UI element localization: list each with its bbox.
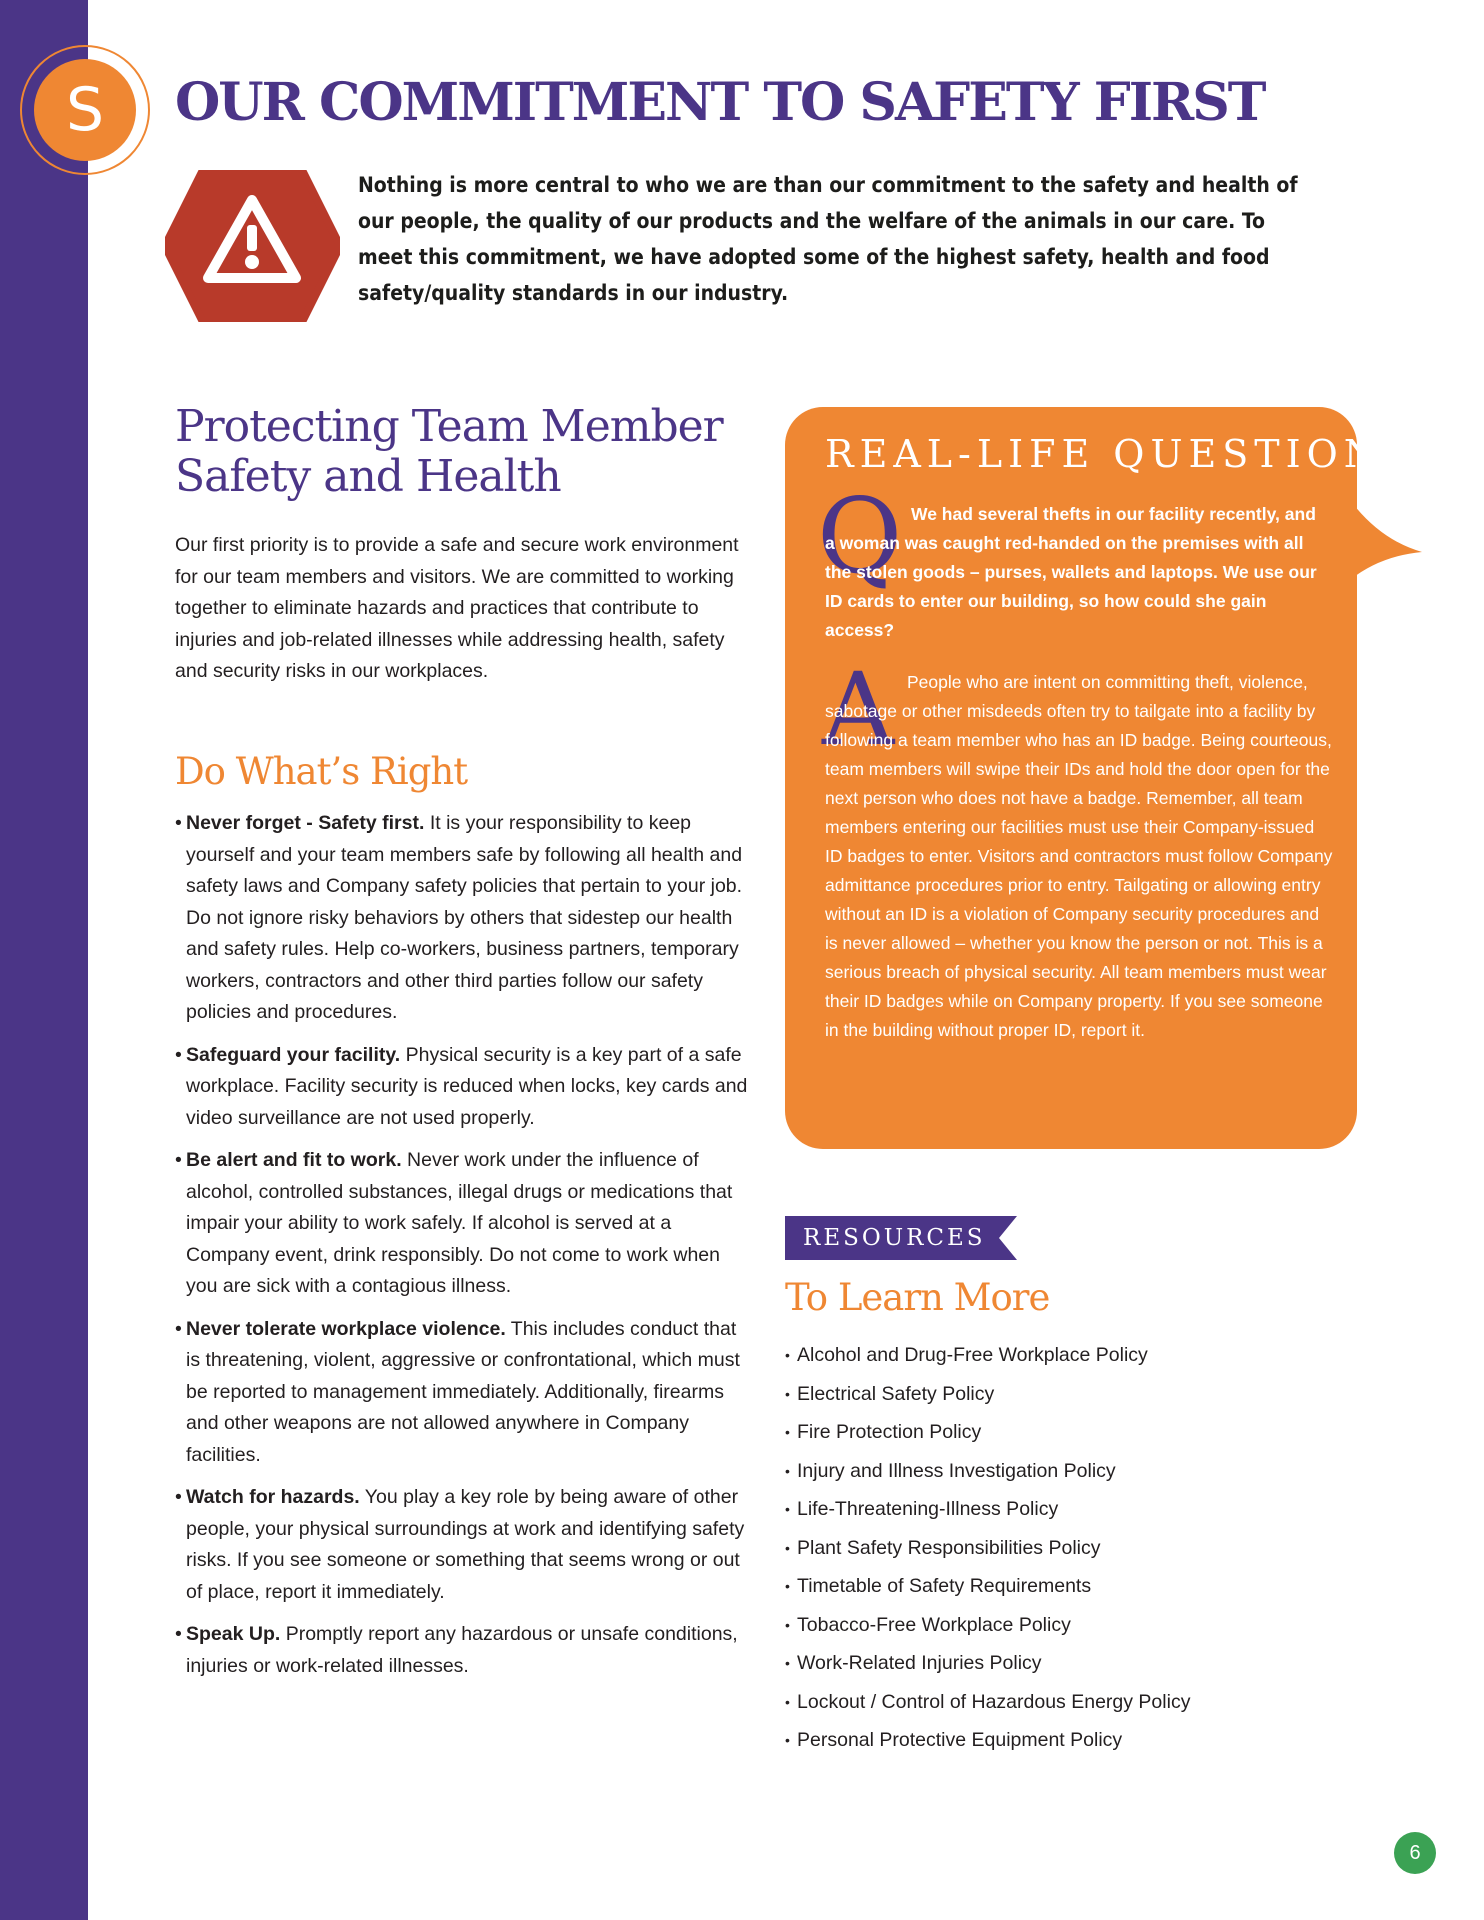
page-title: OUR COMMITMENT TO SAFETY FIRST xyxy=(175,72,1265,133)
list-item: • Tobacco-Free Workplace Policy xyxy=(785,1606,1190,1645)
list-item xyxy=(175,1145,750,1303)
bullet-lead: Watch for hazards. xyxy=(186,1486,360,1508)
bullet-text: Promptly report any hazardous or unsafe conditions, injuries or work-related illnesses. xyxy=(186,1623,738,1677)
resource-policy-list xyxy=(785,1336,1190,1760)
list-item xyxy=(175,1482,750,1608)
question-text: We had several thefts in our facility recently, and a woman was caught red-handed on the premises with all the stolen goods – purses, wallets and laptops. We use our ID cards to enter our building, so how could she gain access? xyxy=(825,504,1317,640)
list-item: • Plant Safety Responsibilities Policy xyxy=(785,1529,1190,1568)
section-intro: Our first priority is to provide a safe and secure work environment for our team members and visitors. We are committed to working together to eliminate hazards and practices that contribute to injuries and job-related illnesses while addressing health, safety and security risks in our workplaces. xyxy=(175,534,739,682)
list-item: • Electrical Safety Policy xyxy=(785,1375,1190,1414)
to-learn-more-heading: To Learn More xyxy=(785,1276,1050,1319)
list-item xyxy=(175,808,750,1029)
intro-statement: Nothing is more central to who we are than our commitment to the safety and health of our people, the quality of our products and the welfare of the animals in our care. To meet this commitment, we have adopted some of the highest safety, health and food safety/quality standards in our industry. xyxy=(358,173,1298,305)
bullet-lead: Never tolerate workplace violence. xyxy=(186,1317,506,1340)
section-badge-letter: S xyxy=(34,59,136,161)
list-item: • Fire Protection Policy xyxy=(785,1413,1190,1452)
list-item: • Lockout / Control of Hazardous Energy Policy xyxy=(785,1683,1190,1722)
bullet-text: You play a key role by being aware of other people, your physical surroundings at work and identifying safety risks. If you see someone or something that seems wrong or out of place, report it immediately. xyxy=(186,1486,745,1603)
page-number: 6 xyxy=(1394,1832,1436,1874)
section-heading-line-1: Protecting Team Member xyxy=(175,401,723,452)
list-item xyxy=(175,1040,750,1135)
list-item: • Life-Threatening-Illness Policy xyxy=(785,1490,1190,1529)
real-life-question-heading: REAL-LIFE QUESTION xyxy=(825,432,1384,476)
bullet-lead: Never forget - Safety first. xyxy=(186,812,425,834)
resources-tag-label: RESOURCES xyxy=(803,1225,986,1251)
list-item: • Personal Protective Equipment Policy xyxy=(785,1721,1190,1760)
list-item: • Work-Related Injuries Policy xyxy=(785,1644,1190,1683)
answer-text: People who are intent on committing theft, violence, sabotage or other misdeeds often try to tailgate into a facility by following a team member who has an ID badge. Being courteous, team members will swipe their IDs and hold the door open for the next person who does not have a badge. Remember, all team members entering our facilities must use their Company-issued ID badges to enter. Visitors and contractors must follow Company admittance procedures prior to entry. Tailgating or allowing entry without an ID is a violation of Company security procedures and is never allowed – whether you know the person or not. This is a serious breach of physical security. All team members must wear their ID badges while on Company property. If you see someone in the building without proper ID, report it. xyxy=(825,672,1333,1040)
bullet-text: Never work under the influence of alcohol, controlled substances, illegal drugs or medications that impair your ability to work safely. If alcohol is served at a Company event, drink responsibly. Do not come to work when you are sick with a contagious illness. xyxy=(186,1149,733,1297)
list-item xyxy=(175,1619,750,1682)
list-item xyxy=(175,1314,750,1472)
bullet-text: It is your responsibility to keep yourself and your team members safe by following all health and safety laws and Company safety policies that pertain to your job. Do not ignore risky behaviors by others that sidestep our health and safety rules. Help co-workers, business partners, temporary workers, contractors and other third parties follow our safety policies and procedures. xyxy=(186,812,743,1023)
section-s-badge xyxy=(20,45,150,175)
do-whats-right-heading: Do What’s Right xyxy=(175,750,468,793)
bullet-text: This includes conduct that is threatening, violent, aggressive or confrontational, which must be reported to management immediately. Additionally, firearms and other weapons are not allowed anywhere in Company facilities. xyxy=(186,1317,740,1466)
question-drop-cap: Q xyxy=(817,475,903,597)
bullet-text: Physical security is a key part of a safe workplace. Facility security is reduced when locks, key cards and video surveillance are not used properly. xyxy=(186,1043,748,1129)
left-purple-bar xyxy=(0,0,88,1920)
bullet-lead: Speak Up. xyxy=(186,1623,281,1645)
answer-drop-cap: A xyxy=(822,651,895,768)
speech-bubble-tail xyxy=(1350,500,1424,580)
list-item: • Injury and Illness Investigation Policy xyxy=(785,1452,1190,1491)
section-heading-line-2: Safety and Health xyxy=(175,451,561,502)
bullet-lead: Be alert and fit to work. xyxy=(186,1149,402,1171)
list-item: • Alcohol and Drug-Free Workplace Policy xyxy=(785,1336,1190,1375)
section-heading xyxy=(175,402,775,502)
safety-bullet-list xyxy=(175,808,750,1693)
warning-icon xyxy=(165,170,340,322)
bullet-lead: Safeguard your facility. xyxy=(186,1043,401,1066)
list-item: • Timetable of Safety Requirements xyxy=(785,1567,1190,1606)
